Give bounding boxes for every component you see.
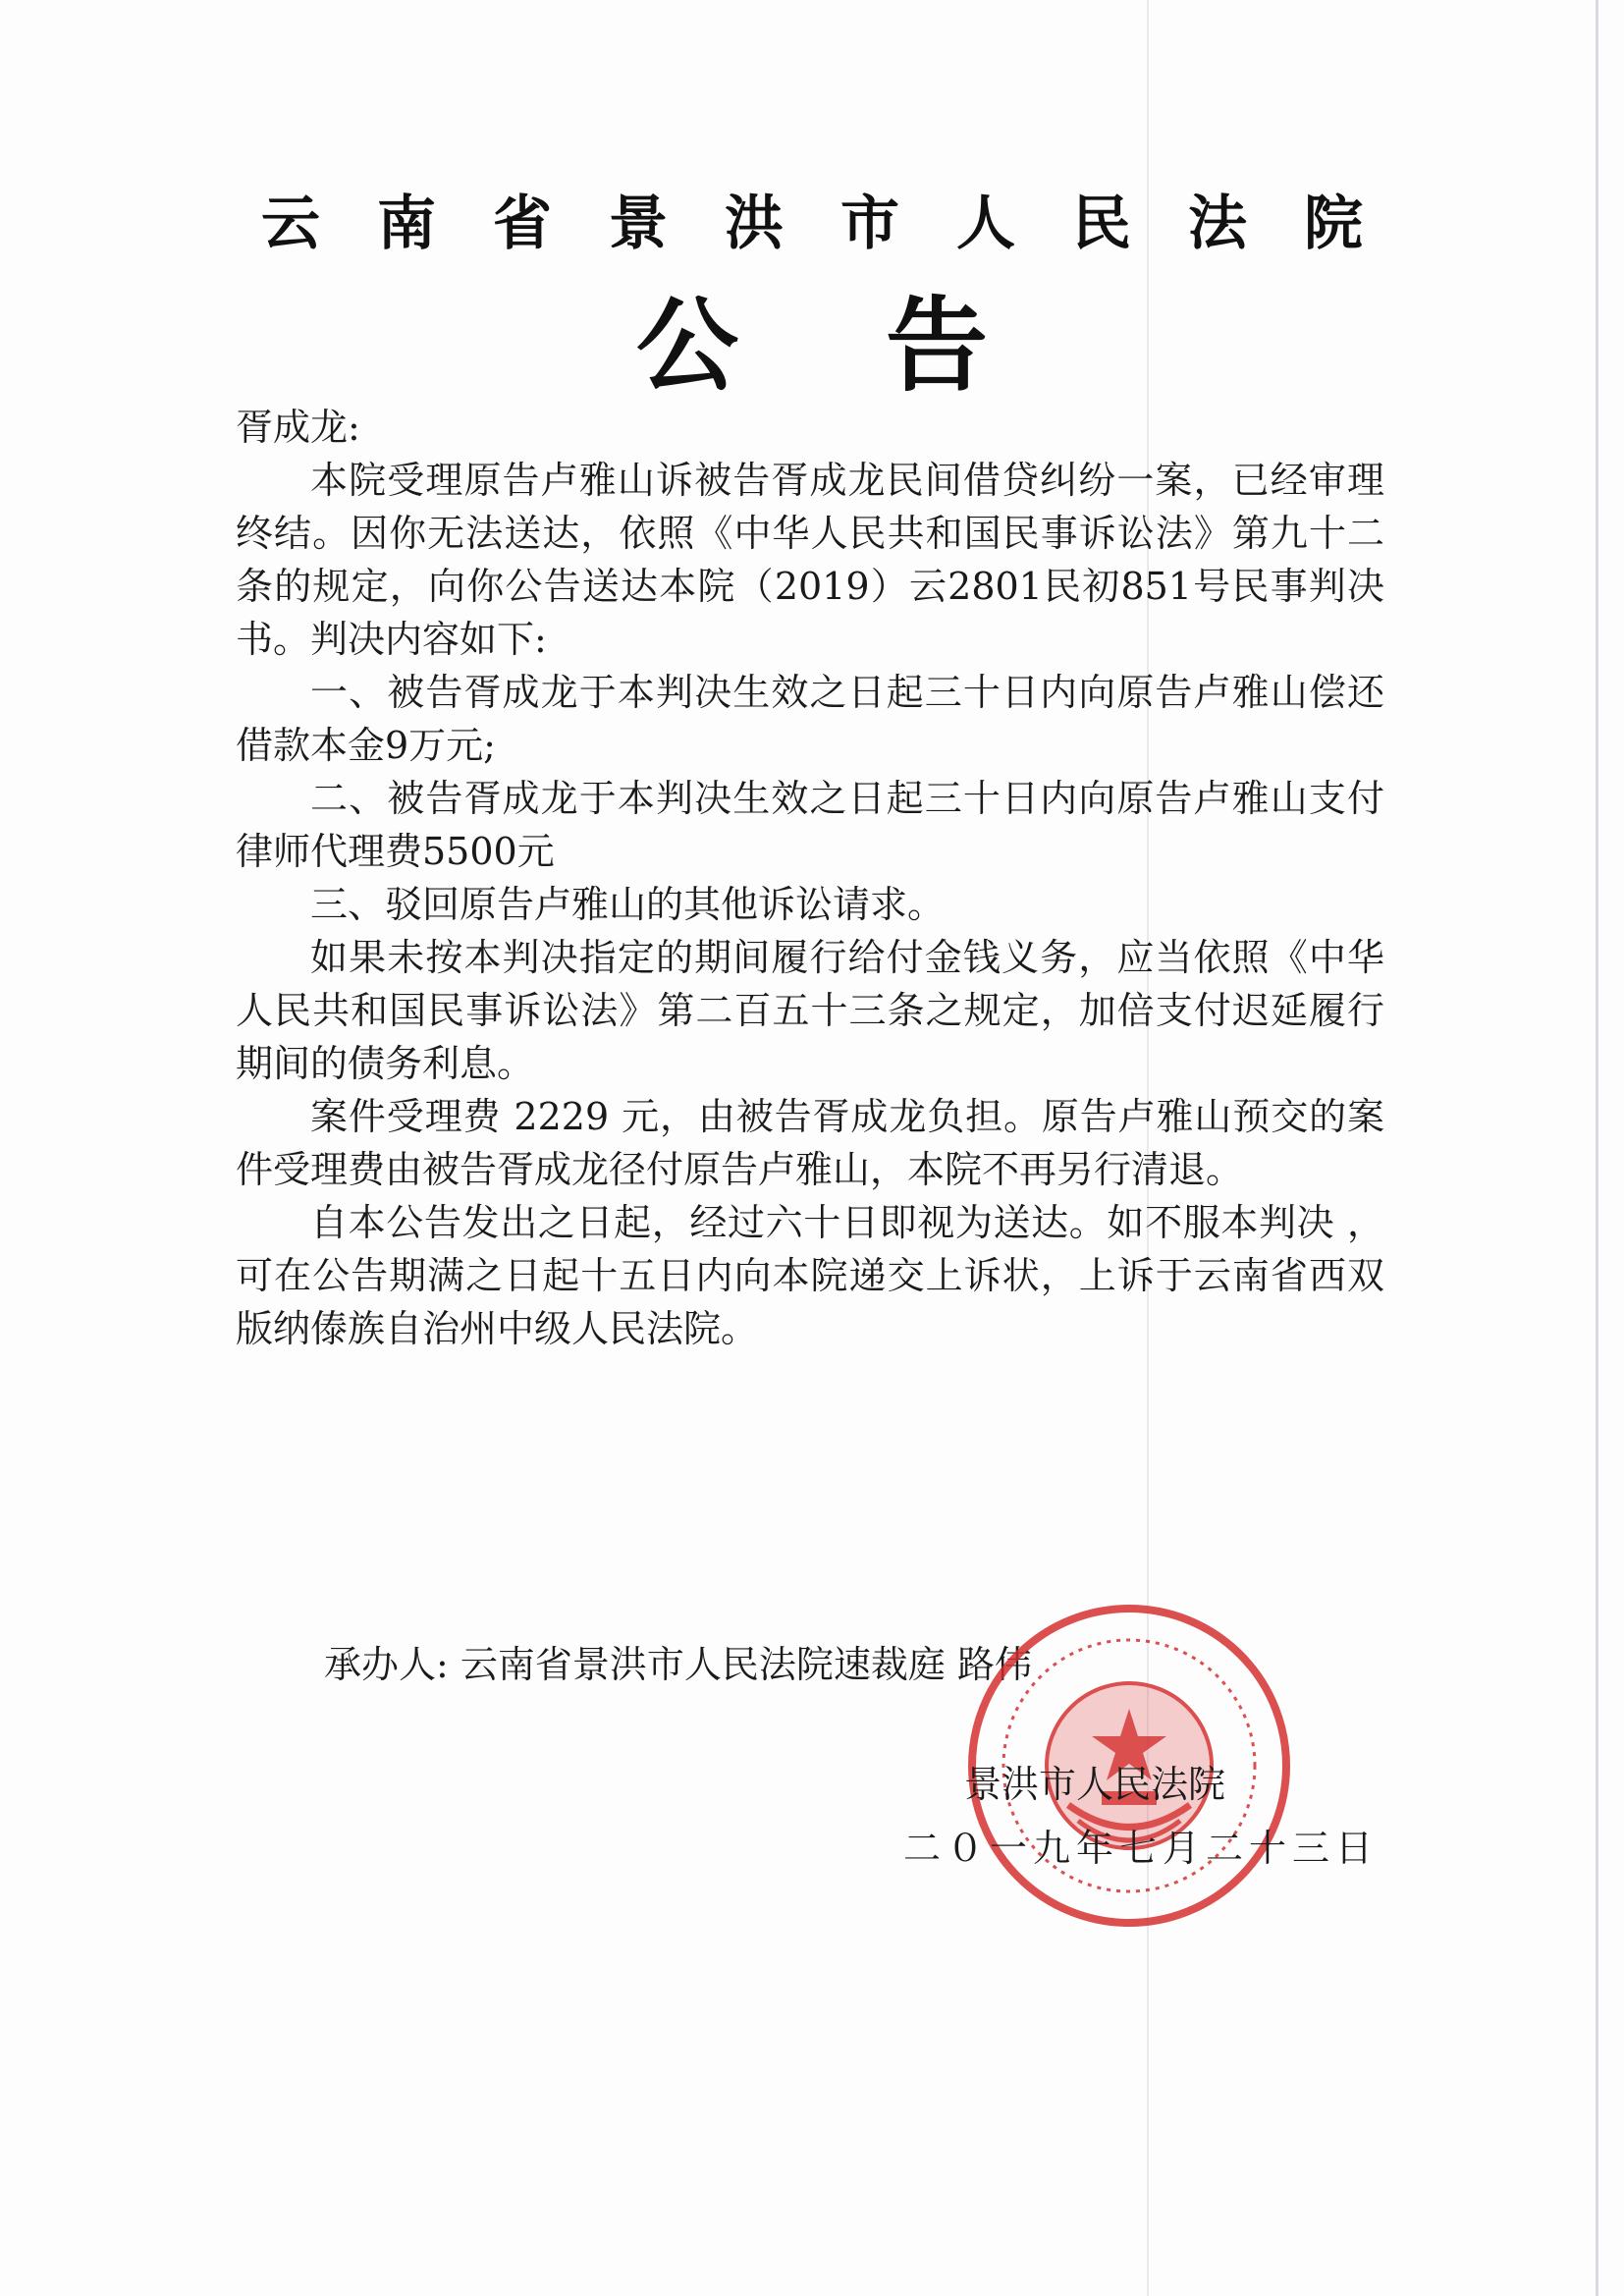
handler-line: 承办人: 云南省景洪市人民法院速裁庭 路伟 bbox=[324, 1643, 1032, 1686]
paragraph-case-fee: 案件受理费 2229 元，由被告胥成龙负担。原告卢雅山预交的案件受理费由被告胥成龙径付原告卢雅山，本院不再另行清退。 bbox=[236, 1095, 1384, 1191]
document-title: 公告 bbox=[635, 286, 1135, 406]
signing-date: 二０一九年七月二十三日 bbox=[903, 1827, 1380, 1870]
paragraph-service-appeal: 自本公告发出之日起，经过六十日即视为送达。如不服本判决 ，可在公告期满之日起十五日内向本院递交上诉状，上诉于云南省西双版纳傣族自治州中级人民法院。 bbox=[236, 1201, 1384, 1350]
notice-body bbox=[236, 401, 1384, 1355]
signing-court: 景洪市人民法院 bbox=[964, 1763, 1226, 1806]
paragraph-judgment-item-2: 二、被告胥成龙于本判决生效之日起三十日内向原告卢雅山支付律师代理费5500元 bbox=[236, 777, 1384, 873]
court-name-heading: 云南省景洪市人民法院 bbox=[261, 190, 1420, 258]
addressee: 胥成龙: bbox=[236, 406, 360, 449]
paragraph-judgment-item-1: 一、被告胥成龙于本判决生效之日起三十日内向原告卢雅山偿还借款本金9万元; bbox=[236, 671, 1384, 767]
paragraph-case-intro: 本院受理原告卢雅山诉被告胥成龙民间借贷纠纷一案，已经审理终结。因你无法送达，依照《中华人民共和国民事诉讼法》第九十二条的规定，向你公告送达本院（2019）云2801民初851号民事判决书。判决内容如下: bbox=[236, 459, 1384, 661]
paragraph-judgment-item-3: 三、驳回原告卢雅山的其他诉讼请求。 bbox=[310, 883, 946, 926]
paragraph-late-payment: 如果未按本判决指定的期间履行给付金钱义务，应当依照《中华人民共和国民事诉讼法》第二百五十三条之规定，加倍支付迟延履行期间的债务利息。 bbox=[236, 936, 1384, 1085]
